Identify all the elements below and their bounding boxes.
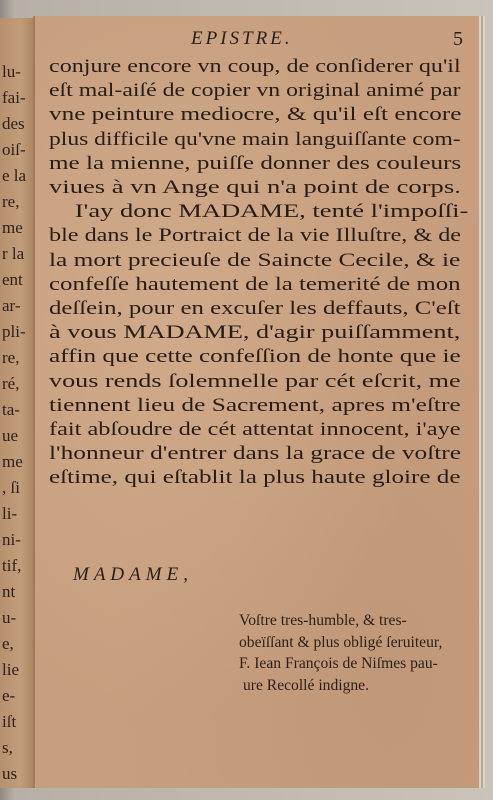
- prev-page-fragment: ni-: [2, 530, 21, 549]
- signature-line: F. Iean François de Niſmes pau-: [239, 655, 438, 672]
- prev-page-fragment: lie: [2, 660, 19, 679]
- prev-page-fragment: me: [2, 218, 23, 237]
- text-line: viues à vn Ange qui n'a point de corps.: [49, 177, 461, 199]
- prev-page-fragment: re,: [2, 348, 20, 367]
- text-line: confeſſe hautement de la temerité de mon: [49, 273, 461, 295]
- text-line: deſſein, pour en excuſer les deffauts, C'eſt: [49, 298, 461, 320]
- prev-page-fragment: re,: [2, 192, 20, 211]
- text-line: conjure encore vn coup, de conſiderer qu'il: [49, 56, 461, 77]
- prev-page-fragment: ré,: [2, 374, 20, 393]
- book-page: [33, 16, 479, 788]
- text-line: me la mienne, puiſſe donner des couleurs: [49, 152, 462, 174]
- prev-page-fragment: des: [2, 114, 25, 133]
- prev-page-fragment: ent: [2, 270, 23, 289]
- text-line: tiennent lieu de Sacrement, apres m'eſtre: [49, 394, 461, 416]
- text-line: vne peinture mediocre, & qu'il eſt encore: [49, 104, 462, 126]
- prev-page-fragment: e-: [2, 686, 16, 705]
- signature-line: Voſtre tres-humble, & tres-: [239, 612, 407, 629]
- salutation: MADAME,: [73, 564, 193, 585]
- text-line: I'ay donc MADAME, tenté l'impoſſi-: [74, 201, 469, 223]
- prev-page-fragment: e,: [2, 634, 14, 653]
- prev-page-fragment: nt: [2, 582, 16, 601]
- prev-page-fragment: fai-: [2, 88, 26, 107]
- prev-page-fragment: , ſi: [2, 478, 20, 497]
- prev-page-fragment: oiſ-: [2, 140, 26, 159]
- running-title: EPISTRE.: [191, 28, 293, 49]
- prev-page-fragment: ue: [2, 426, 19, 445]
- page-header: [35, 26, 479, 52]
- previous-page-edge: [0, 18, 34, 788]
- signature-block: [239, 610, 474, 696]
- prev-page-fragment: pli-: [2, 322, 26, 341]
- prev-page-fragment: iſt: [2, 712, 17, 731]
- prev-page-fragment: lu-: [2, 62, 21, 81]
- text-line: à vous MADAME, d'agir puiſſamment,: [49, 322, 461, 344]
- text-line: ble dans le Portraict de la vie Illuſtre, & de: [49, 225, 462, 247]
- prev-page-fragment: me: [2, 452, 23, 471]
- prev-page-fragment: tif,: [2, 556, 22, 575]
- prev-page-fragment: li-: [2, 504, 18, 523]
- prev-page-fragment: ar-: [2, 296, 21, 315]
- text-line: eſtime, qui eſtablit la plus haute gloire de: [49, 467, 461, 489]
- page-number: 5: [453, 28, 463, 50]
- text-line: l'honneur d'entrer dans la grace de voſtre: [49, 443, 462, 465]
- signature-line: obeïſſant & plus obligé ſeruiteur,: [239, 633, 443, 651]
- signature-line: ure Recollé indigne.: [243, 676, 370, 694]
- prev-page-fragment: s,: [2, 738, 13, 757]
- text-line: affin que cette confeſſion de honte que ie: [49, 346, 461, 368]
- epistle-paragraph: [49, 55, 469, 491]
- prev-page-fragment: ta-: [2, 400, 20, 419]
- text-line: eſt mal-aiſé de copier vn original animé par: [49, 80, 461, 102]
- prev-page-fragment: r la: [2, 244, 25, 263]
- prev-page-fragment: us: [2, 764, 18, 783]
- text-line: fait abſoudre de cét attentat innocent, i'aye: [49, 419, 461, 441]
- prev-page-fragment: u-: [2, 608, 17, 627]
- text-line: la mort precieuſe de Saincte Cecile, & ie: [49, 249, 461, 271]
- prev-page-fragment: e la: [2, 166, 27, 185]
- text-line: vous rends ſolemnelle par cét eſcrit, me: [49, 370, 461, 392]
- text-line: plus difficile qu'vne main languiſſante com-: [49, 128, 461, 150]
